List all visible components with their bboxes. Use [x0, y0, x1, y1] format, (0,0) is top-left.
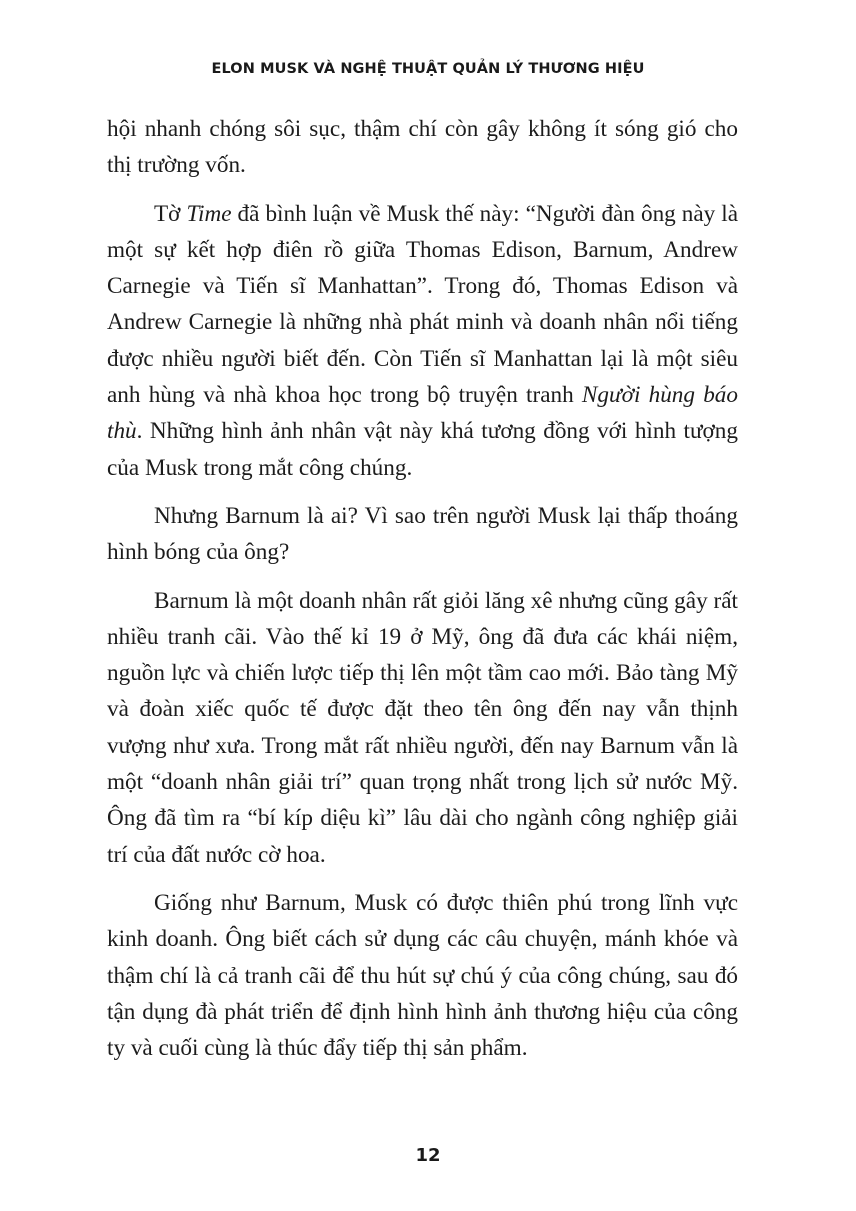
body-text	[107, 111, 738, 1066]
running-header: ELON MUSK VÀ NGHỆ THUẬT QUẢN LÝ THƯƠNG HIỆU	[211, 61, 645, 77]
magazine-title: Time	[186, 200, 232, 227]
page-number: 12	[415, 1145, 441, 1166]
paragraph-3: Nhưng Barnum là ai? Vì sao trên người Musk lại thấp thoáng hình bóng của ông?	[107, 502, 738, 566]
paragraph-5: Giống như Barnum, Musk có được thiên phú trong lĩnh vực kinh doanh. Ông biết cách sử dụng các câu chuyện, mánh khóe và thậm chí là cả tranh cãi để thu hút sự chú ý của công chúng, sau đó tận dụng đà phát triển để định hình hình ảnh thương hiệu của công ty và cuối cùng là thúc đẩy tiếp thị sản phẩm.	[107, 889, 738, 1062]
paragraph-2-part-2: đã bình luận về Musk thế này: “Người đàn ông này là một sự kết hợp điên rồ giữa Thomas Edison, Barnum, Andrew Carnegie và Tiến sĩ Manhattan”. Trong đó, Thomas Edison và Andrew Carnegie là những nhà phát minh và doanh nhân nổi tiếng được nhiều người biết đến. Còn Tiến sĩ Manhattan lại là một siêu anh hùng và nhà khoa học trong bộ truyện tranh	[107, 200, 738, 409]
paragraph-2	[107, 196, 738, 486]
paragraph-4: Barnum là một doanh nhân rất giỏi lăng xê nhưng cũng gây rất nhiều tranh cãi. Vào thế kỉ 19 ở Mỹ, ông đã đưa các khái niệm, nguồn lực và chiến lược tiếp thị lên một tầm cao mới. Bảo tàng Mỹ và đoàn xiếc quốc tế được đặt theo tên ông đến nay vẫn thịnh vượng như xưa. Trong mắt rất nhiều người, đến nay Barnum vẫn là một “doanh nhân giải trí” quan trọng nhất trong lịch sử nước Mỹ. Ông đã tìm ra “bí kíp diệu kì” lâu dài cho ngành công nghiệp giải trí của đất nước cờ hoa.	[107, 587, 738, 868]
paragraph-2-part-1: Tờ	[154, 200, 187, 227]
comic-title: Người hùng báo thù	[107, 382, 738, 445]
paragraph-1: hội nhanh chóng sôi sục, thậm chí còn gây không ít sóng gió cho thị trường vốn.	[107, 116, 738, 179]
paragraph-2-part-3: . Những hình ảnh nhân vật này khá tương đồng với hình tượng của Musk trong mắt công chúng.	[107, 418, 738, 481]
